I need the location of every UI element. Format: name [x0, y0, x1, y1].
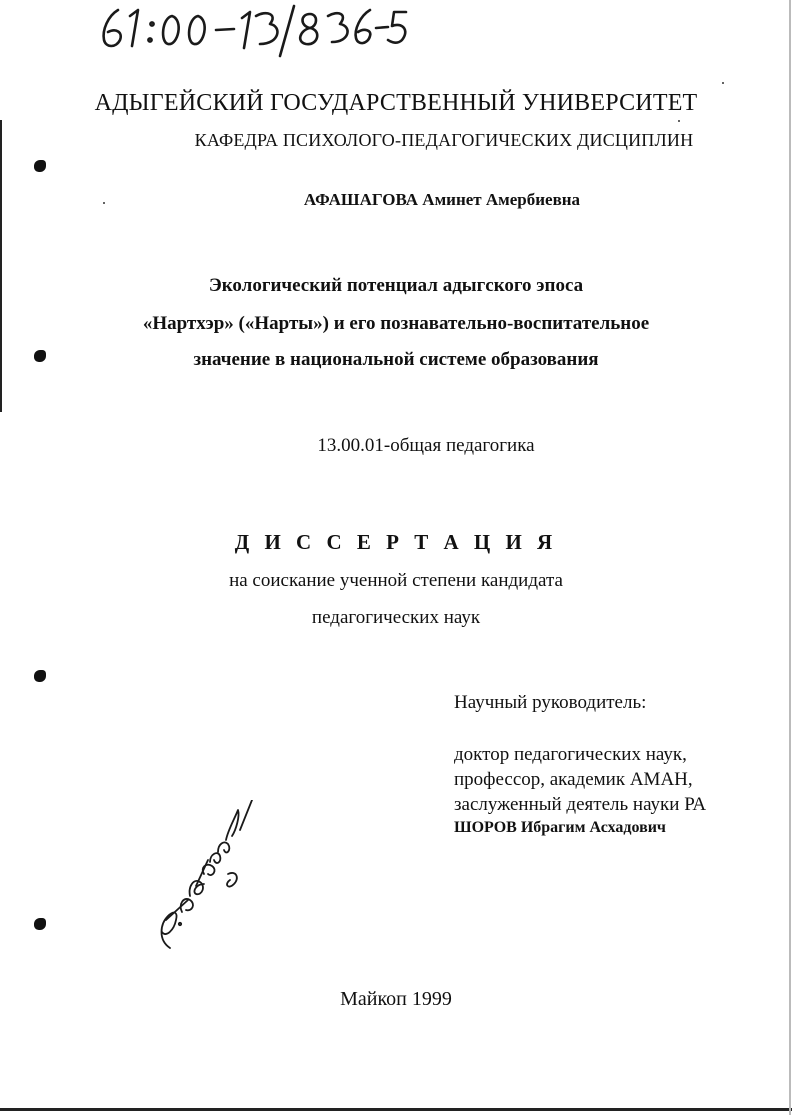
punch-hole-mark — [34, 670, 46, 682]
department-name: КАФЕДРА ПСИХОЛОГО-ПЕДАГОГИЧЕСКИХ ДИСЦИПЛИН — [194, 130, 694, 150]
author-name: АФАШАГОВА Аминет Амербиевна — [303, 190, 581, 209]
specialty-code: 13.00.01-общая педагогика — [317, 435, 535, 456]
advisor-credential: заслуженный деятель науки РА — [454, 794, 707, 815]
thesis-title-line: Экологический потенциал адыгского эпоса — [208, 275, 584, 296]
city-year: Майкоп 1999 — [340, 988, 452, 1010]
punch-hole-mark — [34, 160, 46, 172]
archive-code-handwritten — [96, 2, 416, 62]
punch-hole-mark — [34, 918, 46, 930]
advisor-label: Научный руководитель: — [454, 692, 647, 713]
thesis-title-line: «Нартхэр» («Нарты») и его познавательно-воспитательное — [142, 313, 650, 334]
university-name: АДЫГЕЙСКИЙ ГОСУДАРСТВЕННЫЙ УНИВЕРСИТЕТ — [94, 90, 698, 116]
degree-line: педагогических наук — [311, 607, 481, 628]
scan-edge-bottom — [0, 1108, 792, 1111]
advisor-credential: профессор, академик АМАН, — [454, 769, 693, 790]
document-type-heading: Д И С С Е Р Т А Ц И Я — [234, 530, 558, 554]
scan-speck — [678, 120, 680, 122]
scan-speck — [722, 82, 724, 84]
thesis-title-line: значение в национальной системе образования — [193, 349, 599, 370]
scan-edge-right — [789, 0, 791, 1115]
degree-line: на соискание ученной степени кандидата — [229, 570, 563, 591]
advisor-credential: доктор педагогических наук, — [454, 744, 687, 765]
handwritten-signature-icon — [148, 800, 258, 960]
advisor-name: ШОРОВ Ибрагим Асхадович — [454, 819, 666, 836]
